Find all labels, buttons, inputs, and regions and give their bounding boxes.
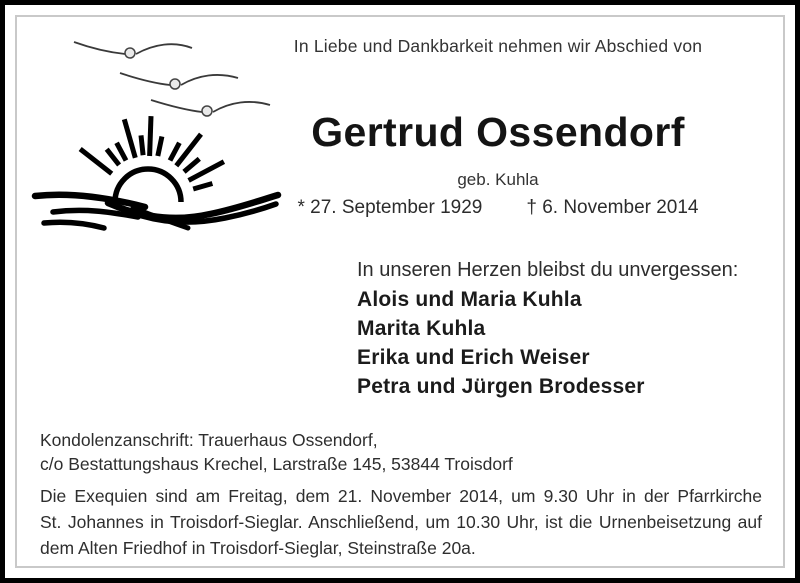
mourner-name: Erika und Erich Weiser	[357, 346, 590, 369]
maiden-name: geb. Kuhla	[457, 170, 539, 189]
bird-icon	[151, 100, 270, 116]
funeral-line: St. Johannes in Troisdorf-Sieglar. Anschließend, um 10.30 Uhr, ist die Urnenbeisetzung auf	[40, 512, 762, 532]
intro-line: In Liebe und Dankbarkeit nehmen wir Abschied von	[293, 36, 703, 56]
funeral-details	[40, 483, 762, 561]
bird-icon	[120, 73, 238, 89]
death-date: † 6. November 2014	[526, 197, 699, 218]
mourner-name: Petra und Jürgen Brodesser	[357, 375, 645, 398]
horizon-lines	[35, 195, 278, 228]
condolence-address	[40, 428, 762, 476]
deceased-name: Gertrud Ossendorf	[311, 109, 685, 155]
mourner-name: Marita Kuhla	[357, 317, 486, 340]
mourners-block	[357, 256, 738, 401]
birth-date: * 27. September 1929	[297, 197, 483, 218]
bird-icon	[74, 42, 192, 58]
sun-icon	[115, 169, 181, 202]
funeral-line: dem Alten Friedhof in Troisdorf-Sieglar, Steinstraße 20a.	[40, 538, 476, 558]
life-dates	[288, 197, 708, 219]
sun-rays-icon	[80, 116, 224, 189]
sunset-birds-illustration	[30, 25, 300, 240]
remembrance-line: In unseren Herzen bleibst du unvergessen:	[357, 259, 739, 281]
mourner-name: Alois und Maria Kuhla	[357, 288, 582, 311]
condolence-line: Kondolenzanschrift: Trauerhaus Ossendorf,	[40, 430, 378, 450]
funeral-line: Die Exequien sind am Freitag, dem 21. November 2014, um 9.30 Uhr in der Pfarrkirche	[40, 486, 762, 506]
condolence-line: c/o Bestattungshaus Krechel, Larstraße 145, 53844 Troisdorf	[40, 454, 513, 474]
